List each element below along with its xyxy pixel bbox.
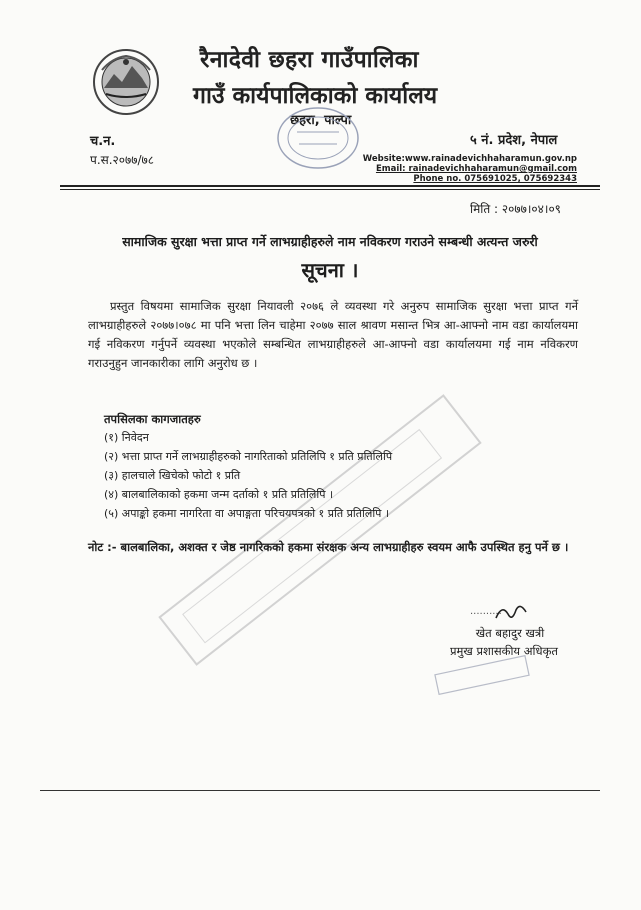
list-item: (३) हालचाले खिचेको फोटो १ प्रति [104,469,241,482]
signatory-title: प्रमुख प्रशासकीय अधिकृत [450,644,558,658]
ref-number-label: च.न. [90,134,116,149]
notice-title: सूचना । [301,258,359,282]
list-item: (२) भत्ता प्राप्त गर्ने लाभग्राहीहरुको नागरिताको प्रतिलिपि १ प्रति प्रतिलिपि [104,450,393,463]
letter-subject: सामाजिक सुरक्षा भत्ता प्राप्त गर्ने लाभग्राहीहरुले नाम नविकरण गराउने सम्बन्धी अत्यन्त जरुरी [122,234,538,249]
contact-block [363,154,577,184]
fiscal-year: प.स.२०७७/७८ [90,153,155,167]
note-text: नोट :- बालबालिका, अशक्त र जेष्ठ नागरिकको हकमा संरक्षक अन्य लाभग्राहीहरु स्वयम आफै उपस्थित हनु पर्ने छ । [88,540,569,554]
documents-list [104,428,392,523]
header-divider-thin [60,189,600,190]
office-place: छहरा, पाल्पा [290,113,352,128]
office-stamp-icon [273,104,363,172]
province: ५ नं. प्रदेश, नेपाल [470,133,558,148]
list-item: (४) बालबालिकाको हकमा जन्म दर्ताको १ प्रति प्रतिलिपि । [104,488,334,501]
footer-divider [40,790,600,791]
header-divider-thick [60,185,600,187]
list-item: (५) अपाङ्को हकमा नागरिता वा अपाङ्गता परिचयपत्रको १ प्रति प्रतिलिपि । [104,507,390,520]
letter-date: मिति : २०७७।०४।०९ [470,202,561,216]
signature-stamp-icon [432,655,532,695]
list-item: (१) निवेदन [104,431,149,444]
phone-number: Phone no. 075691025, 075692343 [413,174,577,184]
documents-heading: तपसिलका कागजातहरु [104,412,201,426]
office-name: गाउँ कार्यपालिकाको कार्यालय [193,83,438,109]
signatory-name: खेत बहादुर खत्री [475,626,545,640]
nepal-emblem-icon [92,48,160,116]
signature-icon [492,600,532,624]
email-link[interactable]: Email: rainadevichhaharamun@gmail.com [375,164,577,174]
letter-body: प्रस्तुत विषयमा सामाजिक सुरक्षा नियावली २०७६ ले व्यवस्था गरे अनुरुप सामाजिक सुरक्षा भत्ता प्राप्त गर्ने लाभग्राहीहरुले २०७७।०७८ मा पनि भत्ता लिन चाहेमा २०७७ साल श्रावण मसान्त भित्र आ-आफ्नो नाम वडा कार्यालयमा गई नविकरण गर्नुपर्ने व्यवस्था भएकोले सम्बन्धित लाभग्राहीहरुले आ-आफ्नो वडा कार्यालयमा गई नाम नविकरण गराउनुहुन जानकारीका लागि अनुरोध छ । [88,299,578,370]
municipality-name: रैनादेवी छहरा गाउँपालिका [200,47,419,73]
signature-dots: .......... [470,606,502,617]
website-link[interactable]: Website:www.rainadevichhaharamun.gov.np [362,154,577,164]
